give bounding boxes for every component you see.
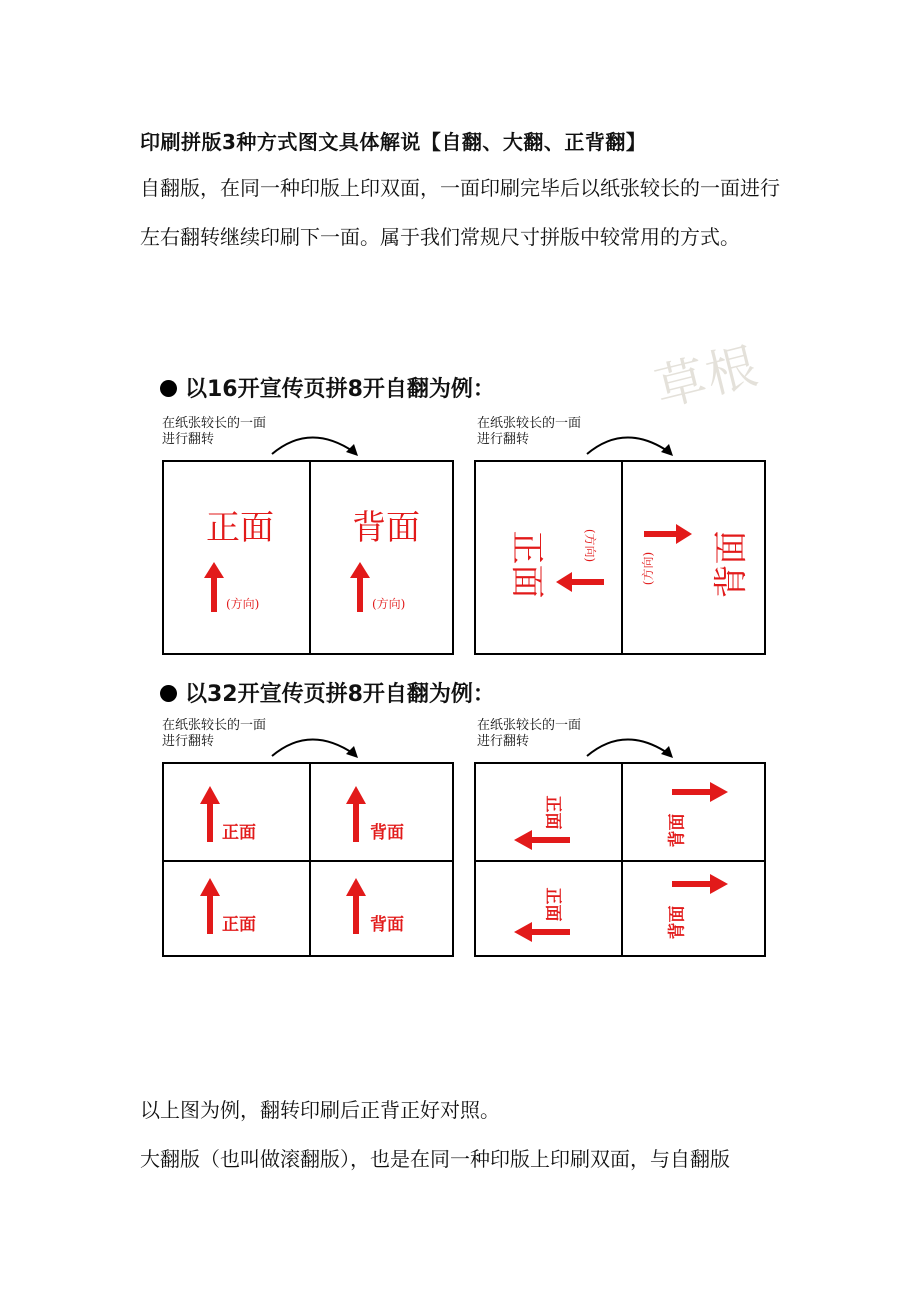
paragraph-self-flip: 自翻版，在同一种印版上印双面，一面印刷完毕后以纸张较长的一面进行左右翻转继续印刷下一面。属于我们常规尺寸拼版中较常用的方式。 xyxy=(140,176,780,249)
sheet-16k-left xyxy=(162,460,454,655)
sheet-divider-horizontal xyxy=(476,860,764,862)
back-label: 背面 xyxy=(370,915,404,935)
right-arrow-icon xyxy=(672,874,728,894)
flip-note-line1: 在纸张较长的一面 xyxy=(477,718,582,733)
sheet-32k-left xyxy=(162,762,454,957)
direction-label-rotated: (方向) xyxy=(583,528,598,563)
flip-note xyxy=(477,416,581,448)
flip-note-line2: 进行翻转 xyxy=(162,432,215,447)
up-arrow-icon xyxy=(346,878,366,934)
left-arrow-icon xyxy=(556,572,604,592)
right-arrow-icon xyxy=(672,782,728,802)
flip-note-line2: 进行翻转 xyxy=(162,734,215,749)
front-label: 正面 xyxy=(206,508,274,548)
left-arrow-icon xyxy=(514,830,570,850)
flip-note xyxy=(162,718,266,750)
left-arrow-icon xyxy=(514,922,570,942)
section-heading-16k-text: 以16开宣传页拼8开自翻为例： xyxy=(185,377,495,402)
back-label-rotated: 背面 xyxy=(667,905,688,940)
sheet-divider xyxy=(309,462,311,653)
flip-note-line1: 在纸张较长的一面 xyxy=(162,416,267,431)
up-arrow-icon xyxy=(200,878,220,934)
sheet-16k-right xyxy=(474,460,766,655)
flip-curve-arrow-icon xyxy=(270,730,360,762)
back-label-rotated: 背面 xyxy=(711,530,752,599)
up-arrow-icon xyxy=(346,786,366,842)
right-arrow-icon xyxy=(644,524,692,544)
sheet-divider-horizontal xyxy=(164,860,452,862)
bullet-dot-icon xyxy=(160,685,177,702)
section-heading-16k xyxy=(160,372,495,403)
flip-note-line1: 在纸张较长的一面 xyxy=(162,718,267,733)
back-label: 背面 xyxy=(370,823,404,843)
paragraph-big-flip: 大翻版（也叫做滚翻版），也是在同一种印版上印刷双面，与自翻版 xyxy=(140,1147,730,1171)
paragraph-caption: 以上图为例，翻转印刷后正背正好对照。 xyxy=(140,1098,500,1122)
flip-note-line2: 进行翻转 xyxy=(477,734,530,749)
back-label-rotated: 背面 xyxy=(667,813,688,848)
up-arrow-icon xyxy=(204,562,224,612)
front-label-rotated: 正面 xyxy=(506,530,547,599)
sheet-32k-right xyxy=(474,762,766,957)
direction-label: (方向) xyxy=(372,597,406,611)
up-arrow-icon xyxy=(350,562,370,612)
bullet-dot-icon xyxy=(160,380,177,397)
section-heading-32k xyxy=(160,677,495,708)
section-heading-32k-text: 以32开宣传页拼8开自翻为例： xyxy=(185,682,495,707)
flip-curve-arrow-icon xyxy=(270,428,360,460)
flip-curve-arrow-icon xyxy=(585,428,675,460)
flip-note-line1: 在纸张较长的一面 xyxy=(477,416,582,431)
flip-note xyxy=(477,718,581,750)
sheet-divider xyxy=(621,462,623,653)
document-title: 印刷拼版3种方式图文具体解说【自翻、大翻、正背翻】 xyxy=(140,130,647,154)
direction-label: (方向) xyxy=(226,597,260,611)
front-label-rotated: 正面 xyxy=(542,795,563,830)
watermark: 草根 xyxy=(649,336,765,418)
up-arrow-icon xyxy=(200,786,220,842)
front-label: 正面 xyxy=(222,915,256,935)
back-label: 背面 xyxy=(352,508,420,548)
front-label: 正面 xyxy=(222,823,256,843)
flip-curve-arrow-icon xyxy=(585,730,675,762)
direction-label-rotated: (方向) xyxy=(641,551,656,586)
front-label-rotated: 正面 xyxy=(542,887,563,922)
flip-note xyxy=(162,416,266,448)
flip-note-line2: 进行翻转 xyxy=(477,432,530,447)
